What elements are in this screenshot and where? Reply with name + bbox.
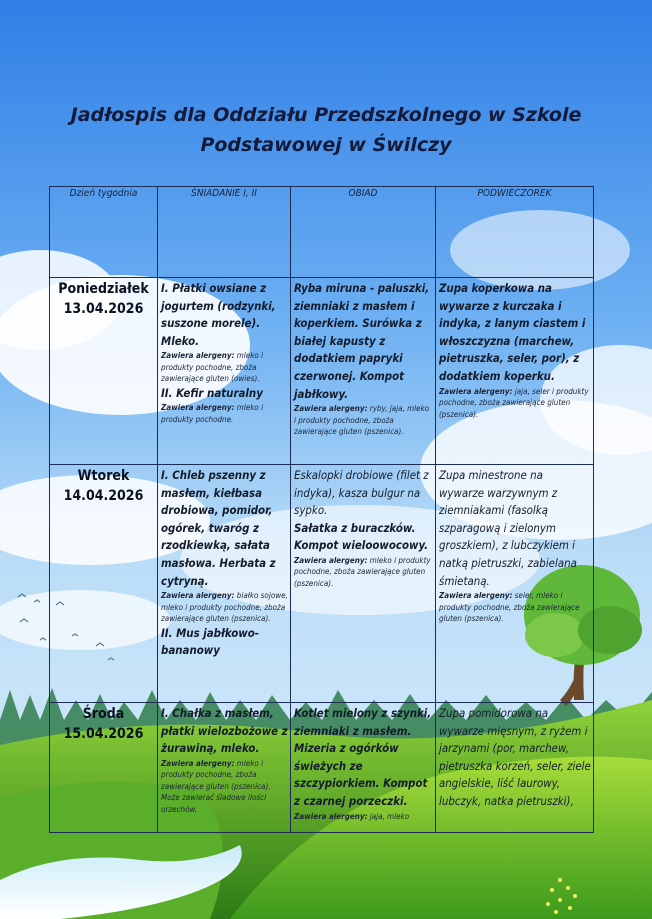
allergens [161, 402, 288, 425]
breakfast-1: I. Chleb pszenny z masłem, kiełbasa drobiowa, pomidor, ogórek, twaróg z rzodkiewką, sałata masłowa. Herbata z cytryną. [161, 468, 276, 588]
allergen-text: seler, mleko i produkty pochodne, zboża zawierające gluten (pszenica). [439, 591, 580, 624]
allergen-label: Zawiera alergeny: [294, 555, 368, 565]
breakfast-cell [158, 465, 291, 703]
header-row [50, 187, 594, 278]
allergens [294, 555, 433, 590]
allergen-label: Zawiera alergeny: [161, 351, 235, 361]
breakfast-cell [158, 278, 291, 465]
allergens [161, 758, 288, 816]
snack-cell [436, 465, 594, 703]
snack-dish: Zupa pomidorowa na wywarze mięsnym, z ryżem i jarzynami (por, marchew, pietruszka korzeń, seler, ziele angielskie, liść laurowy, lubczyk, natka pietruszki), [439, 706, 591, 808]
allergens [294, 403, 433, 438]
allergens [439, 590, 591, 625]
header-day: Dzień tygodnia [50, 187, 158, 278]
allergen-text: białko sojowe, mleko i produkty pochodne, zboża zawierające gluten (pszenica). [161, 591, 288, 624]
lunch-dish-side: Sałatka z buraczków. Kompot wieloowocowy. [294, 520, 429, 553]
header-snack: PODWIECZOREK [436, 187, 594, 278]
allergen-label: Zawiera alergeny: [161, 591, 235, 601]
lunch-cell [291, 278, 436, 465]
header-lunch: OBIAD [291, 187, 436, 278]
menu-row-monday [50, 278, 594, 465]
allergen-text: jaja, seler i produkty pochodne, zboża zawierające gluten (pszenica). [439, 386, 589, 419]
lunch-dish: Kotlet mielony z szynki, ziemniaki z masłem. Mizeria z ogórków świeżych ze szczypiorkiem. Kompot z czarnej porzeczki. [294, 706, 432, 808]
day-cell [50, 703, 158, 833]
allergen-label: Zawiera alergeny: [439, 591, 513, 601]
day-cell [50, 278, 158, 465]
day-name: Środa [82, 706, 125, 722]
allergen-text: mleko i produkty pochodne, zboża zawierające gluten (pszenica). Może zawierać śladowe ilości orzechów. [161, 758, 271, 814]
day-date: 14.04.2026 [63, 488, 144, 504]
allergen-label: Zawiera alergeny: [439, 386, 513, 396]
lunch-cell [291, 465, 436, 703]
allergen-label: Zawiera alergeny: [294, 811, 368, 821]
allergen-label: Zawiera alergeny: [161, 403, 235, 413]
menu-row-wednesday [50, 703, 594, 833]
breakfast-1: I. Chałka z masłem, płatki wielozbożowe z żurawiną, mleko. [161, 706, 288, 756]
title-line-1: Jadłospis dla Oddziału Przedszkolnego w Szkole [70, 104, 582, 126]
header-breakfast: ŚNIADANIE I, II [158, 187, 291, 278]
allergens [161, 590, 288, 625]
day-date: 13.04.2026 [63, 301, 144, 317]
snack-dish: Zupa minestrone na wywarze warzywnym z ziemniakami (fasolką szparagową i zielonym groszkiem), z lubczykiem i natką pietruszki, zabielana śmietaną. [439, 468, 577, 588]
snack-dish: Zupa koperkowa na wywarze z kurczaka i indyka, z lanym ciastem i włoszczyzna (marchew, pietruszka, seler, por), z dodatkiem koperku. [439, 281, 586, 383]
menu-table [49, 186, 594, 833]
allergen-text: mleko i produkty pochodne, zboża zawierające gluten (pszenica). [294, 555, 431, 588]
breakfast-cell [158, 703, 291, 833]
menu-row-tuesday [50, 465, 594, 703]
allergens [161, 350, 288, 385]
lunch-cell [291, 703, 436, 833]
allergen-label: Zawiera alergeny: [161, 758, 235, 768]
day-name: Wtorek [77, 468, 130, 484]
allergen-text: jaja, mleko [369, 811, 410, 821]
snack-cell [436, 278, 594, 465]
allergens [439, 386, 591, 421]
allergen-text: ryby, jaja, mleko i produkty pochodne, zboża zawierające gluten (pszenica). [294, 404, 430, 437]
breakfast-2: II. Kefir naturalny [161, 385, 263, 400]
breakfast-1: I. Płatki owsiane z jogurtem (rodzynki, suszone morele). Mleko. [161, 281, 276, 348]
lunch-dish-main: Eskalopki drobiowe (filet z indyka), kasza bulgur na sypko. [294, 468, 429, 518]
allergen-label: Zawiera alergeny: [294, 404, 368, 414]
allergens [294, 811, 433, 823]
allergen-text: mleko i produkty pochodne, zboża zawierające gluten (owies). [161, 351, 264, 384]
allergen-text: mleko i produkty pochodne. [161, 403, 264, 424]
breakfast-2: II. Mus jabłkowo-bananowy [161, 625, 260, 658]
snack-cell [436, 703, 594, 833]
day-name: Poniedziałek [58, 281, 149, 297]
day-cell [50, 465, 158, 703]
lunch-dish: Ryba miruna - paluszki, ziemniaki z masłem i koperkiem. Surówka z białej kapusty z dodatkiem papryki czerwonej. Kompot jabłkowy. [294, 281, 430, 401]
day-date: 15.04.2026 [63, 726, 144, 742]
page-title [0, 100, 652, 160]
title-line-2: Podstawowej w Świlczy [200, 134, 452, 156]
